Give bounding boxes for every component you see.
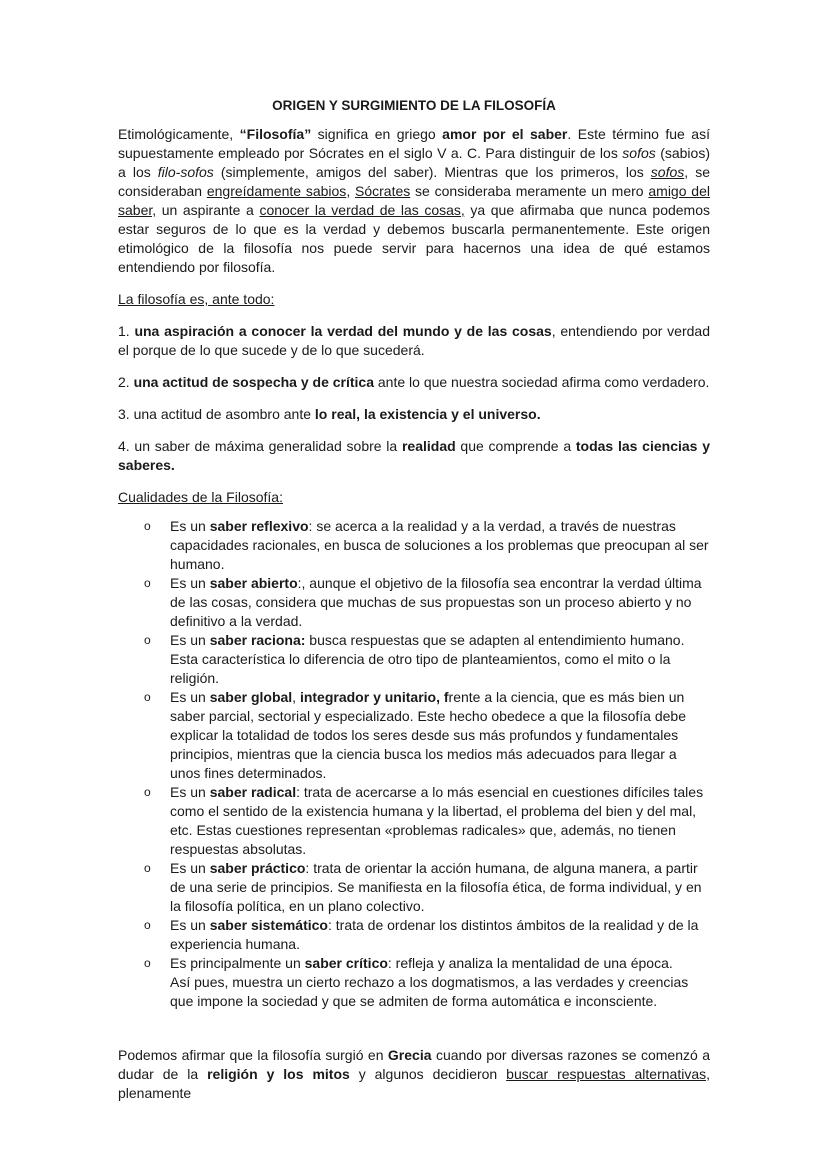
point-emphasis: realidad xyxy=(401,438,456,454)
closing-text: Podemos afirmar que la filosofía surgió en xyxy=(118,1047,388,1063)
intro-underline: amigo del saber, xyxy=(118,183,710,218)
list-item xyxy=(118,859,710,916)
point-number: 1. xyxy=(118,323,135,339)
qualities-list xyxy=(118,517,710,1011)
bullet-icon: o xyxy=(144,861,151,875)
point-emphasis: una actitud de sospecha y de crítica xyxy=(133,374,374,390)
bullet-icon: o xyxy=(144,576,151,590)
intro-term: “Filosofía” xyxy=(239,126,312,142)
item-text: Así pues, muestra un cierto rechazo a los dogmatismos, a las verdades y creencias que impone la sociedad y que se admiten de forma automática e inconsciente. xyxy=(170,974,689,1009)
item-emphasis: saber práctico xyxy=(209,860,306,876)
closing-underline: buscar respuestas alternativas, xyxy=(506,1066,711,1082)
item-text: : trata de ordenar los distintos ámbitos de la realidad y de la experiencia humana. xyxy=(170,917,699,952)
point-text: 3. una actitud de asombro ante xyxy=(118,406,315,422)
page-title: ORIGEN Y SURGIMIENTO DE LA FILOSOFÍA xyxy=(272,98,556,113)
item-text: Es un xyxy=(170,860,210,876)
intro-text: ya que afirmaba que nunca podemos estar seguros de lo que es la verdad y debemos buscarla permanentemente. Este origen etimológico de la filosofía nos puede servir para hacernos una idea de qué estamos entendiendo por filosofía. xyxy=(118,202,711,275)
bullet-icon: o xyxy=(144,519,151,533)
item-emphasis: saber crítico xyxy=(304,955,388,971)
intro-text: , se consideraban xyxy=(118,164,710,199)
list-item xyxy=(118,688,710,783)
item-emphasis: saber sistemático xyxy=(209,917,328,933)
intro-underline: engreídamente sabios xyxy=(206,183,347,199)
point-1 xyxy=(118,322,710,360)
item-text: Es un xyxy=(170,689,210,705)
intro-text: (simplemente, amigos del saber). Mientras que los primeros, los xyxy=(213,164,651,180)
bullet-icon: o xyxy=(144,918,151,932)
point-2 xyxy=(118,373,710,392)
list-item xyxy=(118,954,710,1011)
point-text: , entendiendo por verdad el porque de lo que sucede y de lo que sucederá. xyxy=(118,323,710,358)
point-4 xyxy=(118,437,710,475)
intro-text: se consideraba meramente un mero xyxy=(410,183,649,199)
item-text: :, aunque el objetivo de la filosofía sea encontrar la verdad última de las cosas, considera que muchas de sus propuestas son un proceso abierto y no definitivo a la verdad. xyxy=(170,575,702,629)
item-text: , xyxy=(292,689,300,705)
point-emphasis: lo real, la existencia y el universo. xyxy=(314,406,541,422)
item-emphasis: saber global xyxy=(209,689,293,705)
item-text: Es un xyxy=(170,632,210,648)
list-item xyxy=(118,783,710,859)
item-emphasis: saber raciona: xyxy=(209,632,306,648)
point-text: 4. un saber de máxima generalidad sobre la xyxy=(118,438,402,454)
list-item xyxy=(118,916,710,954)
item-text: : trata de orientar la acción humana, de alguna manera, a partir de una serie de principios. Se manifiesta en la filosofía ética, de forma individual, y en la filosofía política, en un plano colectivo. xyxy=(170,860,702,914)
intro-text: . Este término fue así supuestamente empleado por Sócrates en el siglo V a. C. Para distinguir de los xyxy=(118,126,710,161)
intro-italic: sofos xyxy=(622,145,656,161)
item-text: Es un xyxy=(170,917,210,933)
qualities-heading: Cualidades de la Filosofía: xyxy=(118,489,283,505)
item-text: busca respuestas que se adapten al entendimiento humano. Esta característica lo diferencia de otro tipo de planteamientos, como el mito o la religión. xyxy=(170,632,685,686)
point-3 xyxy=(118,405,710,424)
item-text: Es un xyxy=(170,575,210,591)
point-text: que comprende a xyxy=(455,438,576,454)
intro-emphasis: amor por el saber xyxy=(442,126,568,142)
closing-text: cuando por diversas razones se comenzó a dudar de la xyxy=(118,1047,710,1082)
intro-italic: filo-sofos xyxy=(157,164,214,180)
bullet-icon: o xyxy=(144,690,151,704)
intro-paragraph xyxy=(118,125,710,277)
item-emphasis: saber abierto xyxy=(209,575,298,591)
point-text: ante lo que nuestra sociedad afirma como verdadero. xyxy=(374,374,710,390)
item-text: Es un xyxy=(170,518,210,534)
point-number: 2. xyxy=(118,374,134,390)
closing-emphasis: religión y los mitos xyxy=(207,1066,350,1082)
item-text: : trata de acercarse a lo más esencial en cuestiones difíciles tales como el sentido de la existencia humana y la libertad, el problema del bien y del mal, etc. Estas cuestiones representan «problemas radicales» que, además, no tienen respuestas absolutas. xyxy=(170,784,704,857)
intro-text: Etimológicamente, xyxy=(118,126,240,142)
item-text: : se acerca a la realidad y a la verdad, a través de nuestras capacidades racionales, en busca de soluciones a los problemas que preocupan al ser humano. xyxy=(170,518,709,572)
item-text: Es principalmente un xyxy=(170,955,305,971)
list-item xyxy=(118,574,710,631)
intro-text: (sabios) a los xyxy=(118,145,710,180)
point-emphasis: una aspiración a conocer la verdad del mundo y de las cosas xyxy=(134,323,552,339)
intro-text: , xyxy=(346,183,355,199)
item-text: : refleja y analiza la mentalidad de una época. xyxy=(387,955,673,971)
closing-paragraph xyxy=(118,1046,710,1103)
intro-text: significa en griego xyxy=(311,126,443,142)
list-item xyxy=(118,631,710,688)
point-emphasis: todas las ciencias y saberes. xyxy=(118,438,710,473)
closing-emphasis: Grecia xyxy=(387,1047,432,1063)
item-emphasis: saber radical xyxy=(209,784,297,800)
item-text: Es un xyxy=(170,784,210,800)
intro-text: un aspirante a xyxy=(156,202,260,218)
bullet-icon: o xyxy=(144,956,151,970)
closing-text: y algunos decidieron xyxy=(349,1066,507,1082)
bullet-icon: o xyxy=(144,633,151,647)
intro-italic-underline: sofos xyxy=(650,164,685,180)
list-heading: La filosofía es, ante todo: xyxy=(118,291,275,307)
bullet-icon: o xyxy=(144,785,151,799)
document-page xyxy=(118,96,710,1103)
closing-text: plenamente xyxy=(118,1085,192,1101)
intro-underline: conocer la verdad de las cosas, xyxy=(259,202,465,218)
intro-underline: Sócrates xyxy=(355,183,411,199)
item-text: rente a la ciencia, que es más bien un saber parcial, sectorial y especializado. Este hecho obedece a que la filosofía debe explicar la totalidad de todos los seres desde sus más profundos y fundamentales principios, mientras que la ciencia busca los medios más adecuados para llegar a unos fines determinados. xyxy=(170,689,686,781)
list-item xyxy=(118,517,710,574)
item-emphasis: saber reflexivo xyxy=(209,518,309,534)
item-emphasis: integrador y unitario, f xyxy=(299,689,449,705)
